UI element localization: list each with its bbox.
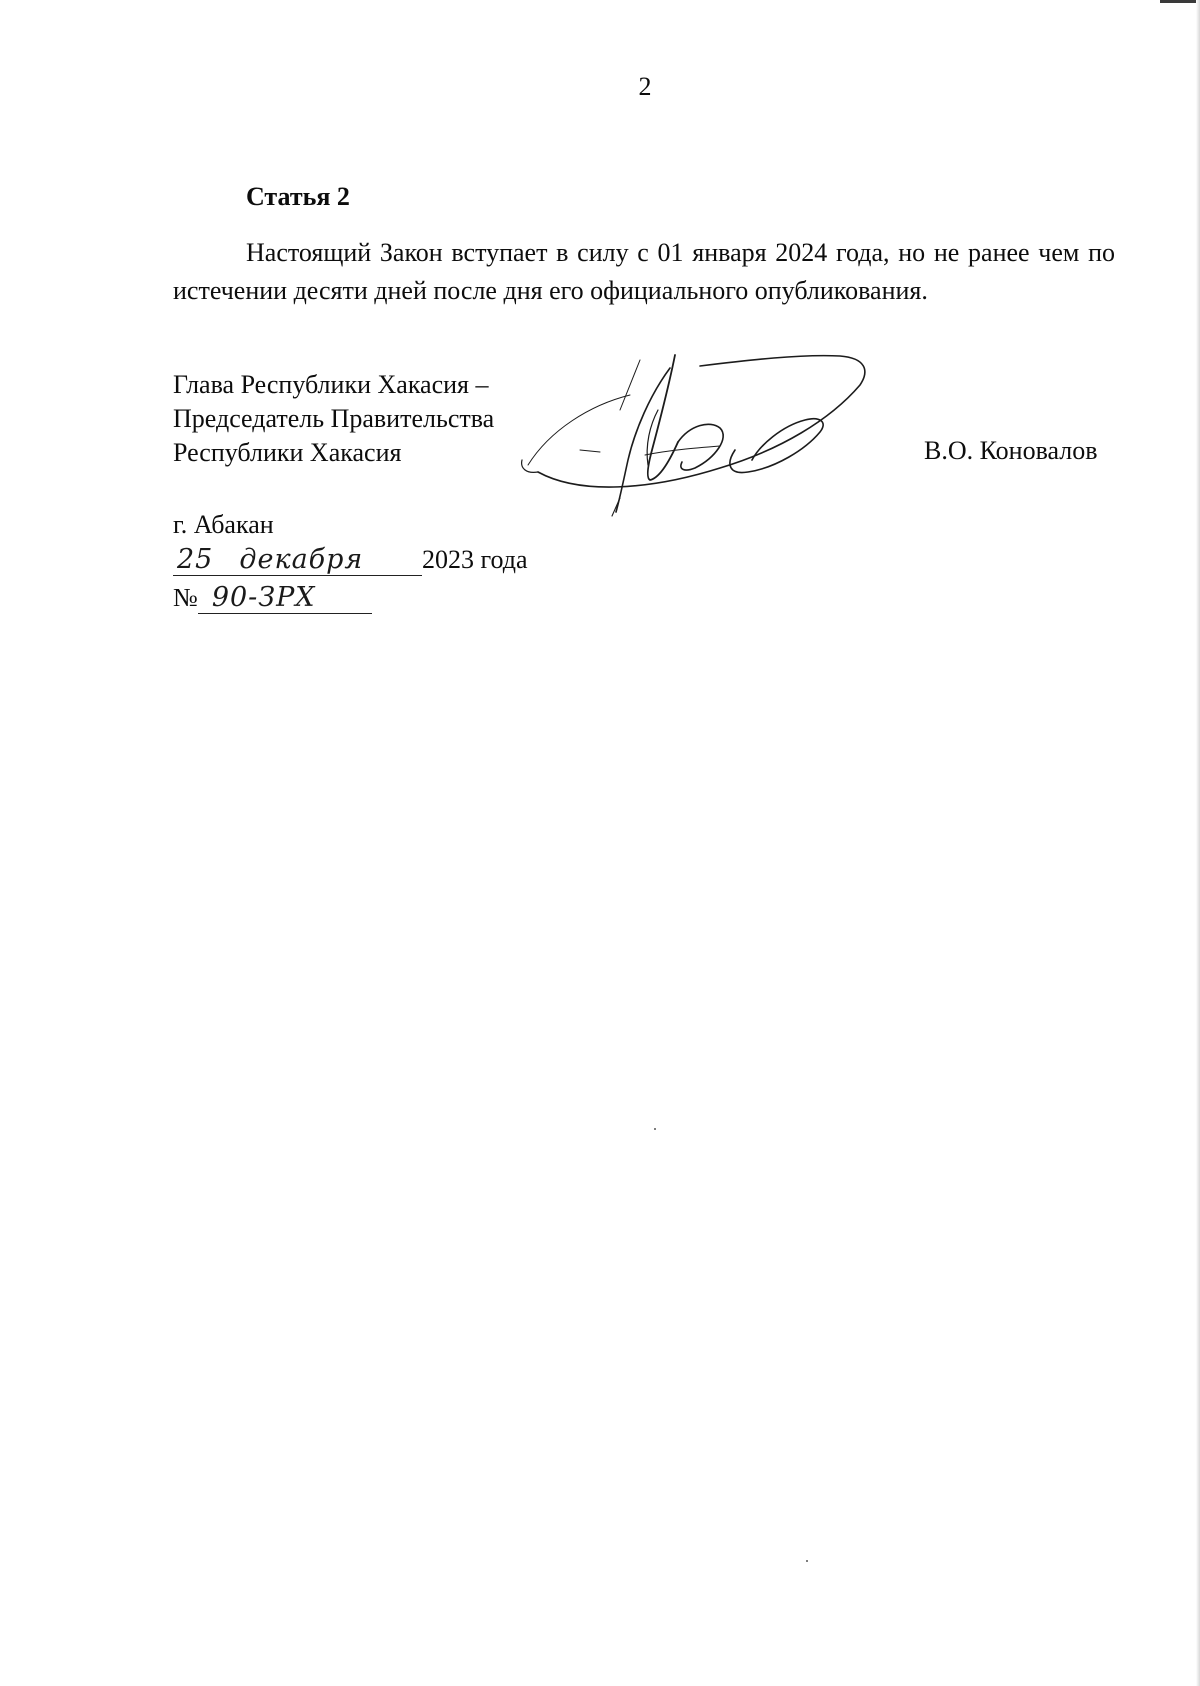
number-sign: № — [173, 583, 198, 612]
signatory-name: В.О. Коновалов — [924, 436, 1098, 465]
signatory-title-line: Республики Хакасия — [173, 438, 402, 467]
scan-edge-mark — [1160, 0, 1200, 3]
law-number — [173, 582, 372, 614]
handwritten-date-field — [173, 544, 422, 576]
signatory-title — [173, 368, 494, 470]
place-of-signing: г. Абакан — [173, 510, 274, 539]
signatory-title-line: Председатель Правительства — [173, 404, 495, 433]
handwritten-day: 25 — [177, 544, 214, 575]
date-year-suffix: 2023 года — [422, 545, 528, 574]
handwritten-law-number: 90-ЗРХ — [198, 582, 372, 614]
article-heading: Статья 2 — [246, 182, 350, 211]
article-body: Настоящий Закон вступает в силу с 01 января 2024 года, но не ранее чем по истечении десяти дней после дня его официального опубликования. — [173, 238, 1115, 305]
signatory-title-line: Глава Республики Хакасия – — [173, 370, 489, 399]
handwritten-month: декабря — [239, 544, 364, 575]
scan-speck — [654, 1128, 656, 1130]
scan-speck — [806, 1560, 808, 1562]
signing-date — [173, 544, 528, 576]
handwritten-signature — [520, 350, 880, 520]
scan-edge-shadow — [1196, 0, 1200, 1686]
page-number: 2 — [638, 72, 652, 101]
